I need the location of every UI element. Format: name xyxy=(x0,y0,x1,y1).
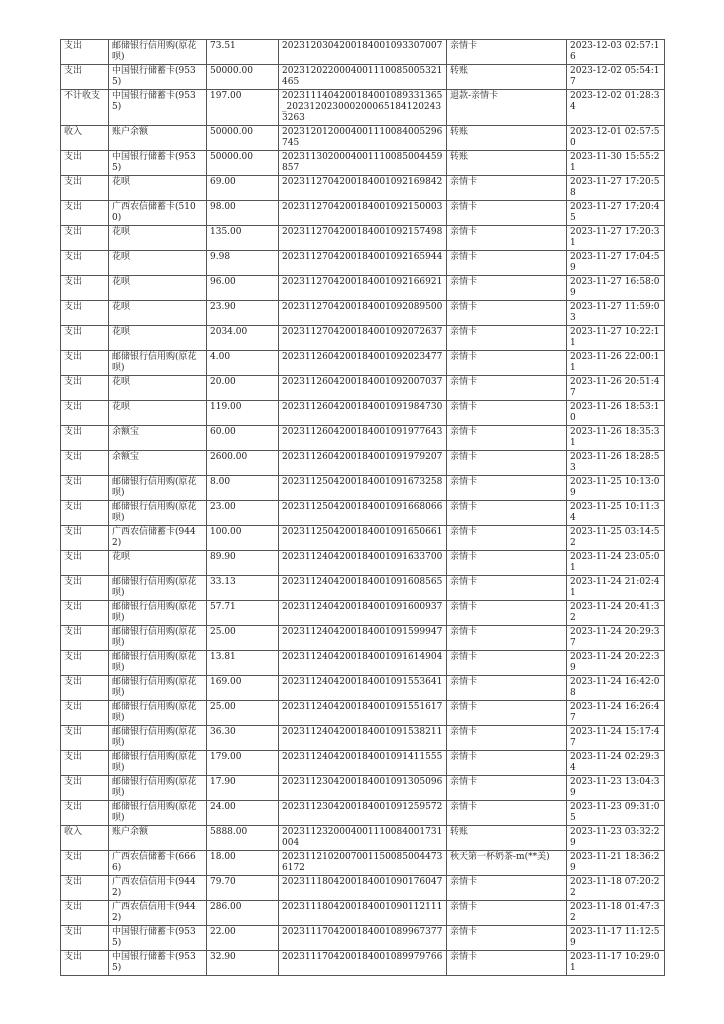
remark-cell: 亲情卡 xyxy=(447,201,567,226)
datetime-cell: 2023-11-24 20:41:32 xyxy=(567,601,665,626)
type-cell: 支出 xyxy=(61,276,109,301)
table-row xyxy=(61,601,665,626)
account-cell: 邮储银行信用购(原花呗) xyxy=(109,576,207,601)
type-cell: 支出 xyxy=(61,251,109,276)
table-row xyxy=(61,676,665,701)
type-cell: 支出 xyxy=(61,40,109,65)
datetime-cell: 2023-11-30 15:55:21 xyxy=(567,151,665,176)
order-id-cell: 2023112704200184001092150003 xyxy=(279,201,447,226)
table-row xyxy=(61,451,665,476)
type-cell: 支出 xyxy=(61,65,109,90)
transaction-table xyxy=(60,39,665,976)
remark-cell: 亲情卡 xyxy=(447,626,567,651)
datetime-cell: 2023-11-24 02:29:34 xyxy=(567,751,665,776)
account-cell: 邮储银行信用购(原花呗) xyxy=(109,601,207,626)
table-row xyxy=(61,751,665,776)
table-row xyxy=(61,701,665,726)
type-cell: 支出 xyxy=(61,551,109,576)
amount-cell: 24.00 xyxy=(207,801,279,826)
table-row xyxy=(61,351,665,376)
account-cell: 邮储银行信用购(原花呗) xyxy=(109,776,207,801)
account-cell: 余额宝 xyxy=(109,426,207,451)
amount-cell: 22.00 xyxy=(207,926,279,951)
type-cell: 支出 xyxy=(61,676,109,701)
order-id-cell: 2023112504200184001091650661 xyxy=(279,526,447,551)
account-cell: 花呗 xyxy=(109,251,207,276)
remark-cell: 亲情卡 xyxy=(447,951,567,976)
datetime-cell: 2023-11-27 17:04:59 xyxy=(567,251,665,276)
amount-cell: 33.13 xyxy=(207,576,279,601)
remark-cell: 亲情卡 xyxy=(447,476,567,501)
order-id-cell: 2023113020004001110085004459857 xyxy=(279,151,447,176)
remark-cell: 亲情卡 xyxy=(447,426,567,451)
account-cell: 邮储银行信用购(原花呗) xyxy=(109,726,207,751)
type-cell: 支出 xyxy=(61,701,109,726)
remark-cell: 亲情卡 xyxy=(447,251,567,276)
account-cell: 花呗 xyxy=(109,551,207,576)
type-cell: 支出 xyxy=(61,901,109,926)
table-row xyxy=(61,826,665,851)
datetime-cell: 2023-11-24 20:22:39 xyxy=(567,651,665,676)
order-id-cell: 2023112404200184001091553641 xyxy=(279,676,447,701)
order-id-cell: 2023112102007001150085004473617​2 xyxy=(279,851,447,876)
order-id-cell: 2023112304200184001091259572 xyxy=(279,801,447,826)
table-row xyxy=(61,726,665,751)
remark-cell: 亲情卡 xyxy=(447,451,567,476)
datetime-cell: 2023-11-26 20:51:47 xyxy=(567,376,665,401)
amount-cell: 20.00 xyxy=(207,376,279,401)
datetime-cell: 2023-11-26 18:53:10 xyxy=(567,401,665,426)
remark-cell: 亲情卡 xyxy=(447,926,567,951)
order-id-cell: 2023112404200184001091608565 xyxy=(279,576,447,601)
order-id-cell: 2023120304200184001093307007 xyxy=(279,40,447,65)
type-cell: 不计收支 xyxy=(61,90,109,126)
datetime-cell: 2023-11-23 09:31:05 xyxy=(567,801,665,826)
datetime-cell: 2023-11-23 13:04:39 xyxy=(567,776,665,801)
datetime-cell: 2023-11-27 17:20:58 xyxy=(567,176,665,201)
order-id-cell: 2023111804200184001090112111 xyxy=(279,901,447,926)
order-id-cell: 2023120120004001110084005296745 xyxy=(279,126,447,151)
amount-cell: 169.00 xyxy=(207,676,279,701)
amount-cell: 57.71 xyxy=(207,601,279,626)
order-id-cell: 2023112604200184001091979207 xyxy=(279,451,447,476)
table-row xyxy=(61,501,665,526)
amount-cell: 79.70 xyxy=(207,876,279,901)
type-cell: 支出 xyxy=(61,626,109,651)
type-cell: 支出 xyxy=(61,376,109,401)
remark-cell: 亲情卡 xyxy=(447,351,567,376)
order-id-cell: 2023112404200184001091633700 xyxy=(279,551,447,576)
datetime-cell: 2023-11-25 03:14:52 xyxy=(567,526,665,551)
datetime-cell: 2023-11-24 23:05:01 xyxy=(567,551,665,576)
order-id-cell: 2023112604200184001091977643 xyxy=(279,426,447,451)
table-row xyxy=(61,776,665,801)
datetime-cell: 2023-11-24 16:26:47 xyxy=(567,701,665,726)
account-cell: 花呗 xyxy=(109,176,207,201)
datetime-cell: 2023-12-03 02:57:16 xyxy=(567,40,665,65)
datetime-cell: 2023-11-23 03:32:29 xyxy=(567,826,665,851)
remark-cell: 转账 xyxy=(447,826,567,851)
order-id-cell: 2023112604200184001092007037 xyxy=(279,376,447,401)
table-row xyxy=(61,626,665,651)
account-cell: 花呗 xyxy=(109,401,207,426)
order-id-cell: 2023112504200184001091673258 xyxy=(279,476,447,501)
amount-cell: 50000.00 xyxy=(207,126,279,151)
datetime-cell: 2023-12-01 02:57:50 xyxy=(567,126,665,151)
amount-cell: 197.00 xyxy=(207,90,279,126)
datetime-cell: 2023-11-17 10:29:01 xyxy=(567,951,665,976)
order-id-cell: 2023112404200184001091411555 xyxy=(279,751,447,776)
remark-cell: 亲情卡 xyxy=(447,576,567,601)
datetime-cell: 2023-11-18 01:47:32 xyxy=(567,901,665,926)
amount-cell: 179.00 xyxy=(207,751,279,776)
order-id-cell: 2023112404200184001091538211 xyxy=(279,726,447,751)
order-id-cell: 2023112604200184001091984730 xyxy=(279,401,447,426)
remark-cell: 亲情卡 xyxy=(447,326,567,351)
datetime-cell: 2023-11-24 20:29:37 xyxy=(567,626,665,651)
type-cell: 支出 xyxy=(61,476,109,501)
order-id-cell: 2023111404200184001089331365_202312023000200065184120243326​3 xyxy=(279,90,447,126)
datetime-cell: 2023-11-27 17:20:31 xyxy=(567,226,665,251)
account-cell: 广西农信储蓄卡(5100) xyxy=(109,201,207,226)
amount-cell: 60.00 xyxy=(207,426,279,451)
type-cell: 支出 xyxy=(61,851,109,876)
table-row xyxy=(61,851,665,876)
remark-cell: 亲情卡 xyxy=(447,701,567,726)
table-row xyxy=(61,526,665,551)
amount-cell: 69.00 xyxy=(207,176,279,201)
table-row xyxy=(61,40,665,65)
type-cell: 支出 xyxy=(61,926,109,951)
remark-cell: 亲情卡 xyxy=(447,226,567,251)
amount-cell: 98.00 xyxy=(207,201,279,226)
order-id-cell: 2023112704200184001092072637 xyxy=(279,326,447,351)
account-cell: 中国银行储蓄卡(9535) xyxy=(109,951,207,976)
type-cell: 支出 xyxy=(61,351,109,376)
order-id-cell: 2023112604200184001092023477 xyxy=(279,351,447,376)
account-cell: 广西农信信用卡(9442) xyxy=(109,901,207,926)
amount-cell: 2600.00 xyxy=(207,451,279,476)
table-row xyxy=(61,951,665,976)
datetime-cell: 2023-11-17 11:12:59 xyxy=(567,926,665,951)
order-id-cell: 2023112304200184001091305096 xyxy=(279,776,447,801)
table-row xyxy=(61,176,665,201)
account-cell: 花呗 xyxy=(109,326,207,351)
account-cell: 中国银行储蓄卡(9535) xyxy=(109,90,207,126)
order-id-cell: 2023112320004001110084001731004 xyxy=(279,826,447,851)
table-row xyxy=(61,226,665,251)
table-row xyxy=(61,90,665,126)
amount-cell: 25.00 xyxy=(207,626,279,651)
type-cell: 支出 xyxy=(61,576,109,601)
amount-cell: 4.00 xyxy=(207,351,279,376)
account-cell: 邮储银行信用购(原花呗) xyxy=(109,626,207,651)
amount-cell: 32.90 xyxy=(207,951,279,976)
order-id-cell: 2023111804200184001090176047 xyxy=(279,876,447,901)
table-row xyxy=(61,576,665,601)
type-cell: 收入 xyxy=(61,826,109,851)
table-row xyxy=(61,476,665,501)
remark-cell: 亲情卡 xyxy=(447,601,567,626)
table-row xyxy=(61,801,665,826)
type-cell: 支出 xyxy=(61,226,109,251)
remark-cell: 转账 xyxy=(447,126,567,151)
account-cell: 邮储银行信用购(原花呗) xyxy=(109,751,207,776)
order-id-cell: 2023112704200184001092157498 xyxy=(279,226,447,251)
account-cell: 中国银行储蓄卡(9535) xyxy=(109,926,207,951)
datetime-cell: 2023-12-02 01:28:34 xyxy=(567,90,665,126)
datetime-cell: 2023-11-24 21:02:41 xyxy=(567,576,665,601)
amount-cell: 13.81 xyxy=(207,651,279,676)
datetime-cell: 2023-11-26 18:35:31 xyxy=(567,426,665,451)
amount-cell: 23.00 xyxy=(207,501,279,526)
datetime-cell: 2023-11-27 10:22:11 xyxy=(567,326,665,351)
amount-cell: 36.30 xyxy=(207,726,279,751)
account-cell: 花呗 xyxy=(109,301,207,326)
table-row xyxy=(61,301,665,326)
amount-cell: 25.00 xyxy=(207,701,279,726)
amount-cell: 2034.00 xyxy=(207,326,279,351)
table-row xyxy=(61,551,665,576)
type-cell: 支出 xyxy=(61,726,109,751)
account-cell: 中国银行储蓄卡(9535) xyxy=(109,151,207,176)
datetime-cell: 2023-11-24 15:17:47 xyxy=(567,726,665,751)
table-row xyxy=(61,901,665,926)
account-cell: 广西农信储蓄卡(6666) xyxy=(109,851,207,876)
account-cell: 邮储银行信用购(原花呗) xyxy=(109,676,207,701)
remark-cell: 亲情卡 xyxy=(447,376,567,401)
order-id-cell: 2023120220004001110085005321465 xyxy=(279,65,447,90)
account-cell: 中国银行储蓄卡(9535) xyxy=(109,65,207,90)
table-row xyxy=(61,151,665,176)
type-cell: 支出 xyxy=(61,876,109,901)
datetime-cell: 2023-11-24 16:42:08 xyxy=(567,676,665,701)
amount-cell: 89.90 xyxy=(207,551,279,576)
account-cell: 邮储银行信用购(原花呗) xyxy=(109,476,207,501)
remark-cell: 亲情卡 xyxy=(447,501,567,526)
table-row xyxy=(61,401,665,426)
type-cell: 支出 xyxy=(61,451,109,476)
account-cell: 余额宝 xyxy=(109,451,207,476)
type-cell: 支出 xyxy=(61,801,109,826)
account-cell: 邮储银行信用购(原花呗) xyxy=(109,651,207,676)
order-id-cell: 2023112704200184001092089500 xyxy=(279,301,447,326)
account-cell: 花呗 xyxy=(109,226,207,251)
type-cell: 支出 xyxy=(61,326,109,351)
remark-cell: 亲情卡 xyxy=(447,551,567,576)
account-cell: 账户余额 xyxy=(109,826,207,851)
table-row xyxy=(61,276,665,301)
remark-cell: 亲情卡 xyxy=(447,176,567,201)
order-id-cell: 2023112404200184001091614904 xyxy=(279,651,447,676)
table-row xyxy=(61,926,665,951)
account-cell: 邮储银行信用购(原花呗) xyxy=(109,801,207,826)
table-row xyxy=(61,326,665,351)
amount-cell: 17.90 xyxy=(207,776,279,801)
remark-cell: 亲情卡 xyxy=(447,526,567,551)
table-row xyxy=(61,651,665,676)
datetime-cell: 2023-11-26 18:28:53 xyxy=(567,451,665,476)
amount-cell: 9.98 xyxy=(207,251,279,276)
remark-cell: 亲情卡 xyxy=(447,751,567,776)
datetime-cell: 2023-11-27 16:58:09 xyxy=(567,276,665,301)
remark-cell: 亲情卡 xyxy=(447,876,567,901)
remark-cell: 秋天第一杯奶茶-m(**美) xyxy=(447,851,567,876)
remark-cell: 亲情卡 xyxy=(447,676,567,701)
table-row xyxy=(61,126,665,151)
order-id-cell: 2023112704200184001092166921 xyxy=(279,276,447,301)
table-row xyxy=(61,201,665,226)
table-row xyxy=(61,65,665,90)
order-id-cell: 2023111704200184001089979766 xyxy=(279,951,447,976)
type-cell: 支出 xyxy=(61,526,109,551)
account-cell: 邮储银行信用购(原花呗) xyxy=(109,40,207,65)
amount-cell: 73.51 xyxy=(207,40,279,65)
amount-cell: 8.00 xyxy=(207,476,279,501)
table-row xyxy=(61,251,665,276)
type-cell: 支出 xyxy=(61,176,109,201)
type-cell: 支出 xyxy=(61,426,109,451)
table-row xyxy=(61,876,665,901)
order-id-cell: 2023111704200184001089967377 xyxy=(279,926,447,951)
amount-cell: 100.00 xyxy=(207,526,279,551)
remark-cell: 亲情卡 xyxy=(447,901,567,926)
type-cell: 支出 xyxy=(61,151,109,176)
table-row xyxy=(61,426,665,451)
type-cell: 支出 xyxy=(61,501,109,526)
table-row xyxy=(61,376,665,401)
order-id-cell: 2023112404200184001091599947 xyxy=(279,626,447,651)
remark-cell: 亲情卡 xyxy=(447,276,567,301)
type-cell: 支出 xyxy=(61,776,109,801)
datetime-cell: 2023-12-02 05:54:17 xyxy=(567,65,665,90)
datetime-cell: 2023-11-18 07:20:22 xyxy=(567,876,665,901)
remark-cell: 亲情卡 xyxy=(447,651,567,676)
remark-cell: 退款-亲情卡 xyxy=(447,90,567,126)
statement-page xyxy=(60,39,664,976)
type-cell: 支出 xyxy=(61,651,109,676)
amount-cell: 135.00 xyxy=(207,226,279,251)
type-cell: 支出 xyxy=(61,751,109,776)
account-cell: 花呗 xyxy=(109,276,207,301)
remark-cell: 转账 xyxy=(447,65,567,90)
remark-cell: 亲情卡 xyxy=(447,401,567,426)
amount-cell: 50000.00 xyxy=(207,151,279,176)
order-id-cell: 2023112704200184001092169842 xyxy=(279,176,447,201)
remark-cell: 亲情卡 xyxy=(447,801,567,826)
type-cell: 支出 xyxy=(61,951,109,976)
type-cell: 支出 xyxy=(61,601,109,626)
type-cell: 支出 xyxy=(61,201,109,226)
datetime-cell: 2023-11-26 22:00:11 xyxy=(567,351,665,376)
order-id-cell: 2023112404200184001091551617 xyxy=(279,701,447,726)
datetime-cell: 2023-11-25 10:13:09 xyxy=(567,476,665,501)
remark-cell: 亲情卡 xyxy=(447,726,567,751)
order-id-cell: 2023112404200184001091600937 xyxy=(279,601,447,626)
remark-cell: 亲情卡 xyxy=(447,301,567,326)
account-cell: 广西农信储蓄卡(9442) xyxy=(109,526,207,551)
amount-cell: 119.00 xyxy=(207,401,279,426)
remark-cell: 转账 xyxy=(447,151,567,176)
amount-cell: 50000.00 xyxy=(207,65,279,90)
amount-cell: 18.00 xyxy=(207,851,279,876)
amount-cell: 286.00 xyxy=(207,901,279,926)
datetime-cell: 2023-11-25 10:11:34 xyxy=(567,501,665,526)
datetime-cell: 2023-11-21 18:36:29 xyxy=(567,851,665,876)
remark-cell: 亲情卡 xyxy=(447,776,567,801)
amount-cell: 96.00 xyxy=(207,276,279,301)
remark-cell: 亲情卡 xyxy=(447,40,567,65)
transaction-table-body xyxy=(61,40,665,976)
datetime-cell: 2023-11-27 17:20:45 xyxy=(567,201,665,226)
account-cell: 账户余额 xyxy=(109,126,207,151)
account-cell: 花呗 xyxy=(109,376,207,401)
account-cell: 邮储银行信用购(原花呗) xyxy=(109,701,207,726)
amount-cell: 5888.00 xyxy=(207,826,279,851)
order-id-cell: 2023112504200184001091668066 xyxy=(279,501,447,526)
order-id-cell: 2023112704200184001092165944 xyxy=(279,251,447,276)
amount-cell: 23.90 xyxy=(207,301,279,326)
datetime-cell: 2023-11-27 11:59:03 xyxy=(567,301,665,326)
type-cell: 收入 xyxy=(61,126,109,151)
account-cell: 邮储银行信用购(原花呗) xyxy=(109,501,207,526)
type-cell: 支出 xyxy=(61,301,109,326)
account-cell: 邮储银行信用购(原花呗) xyxy=(109,351,207,376)
type-cell: 支出 xyxy=(61,401,109,426)
account-cell: 广西农信信用卡(9442) xyxy=(109,876,207,901)
